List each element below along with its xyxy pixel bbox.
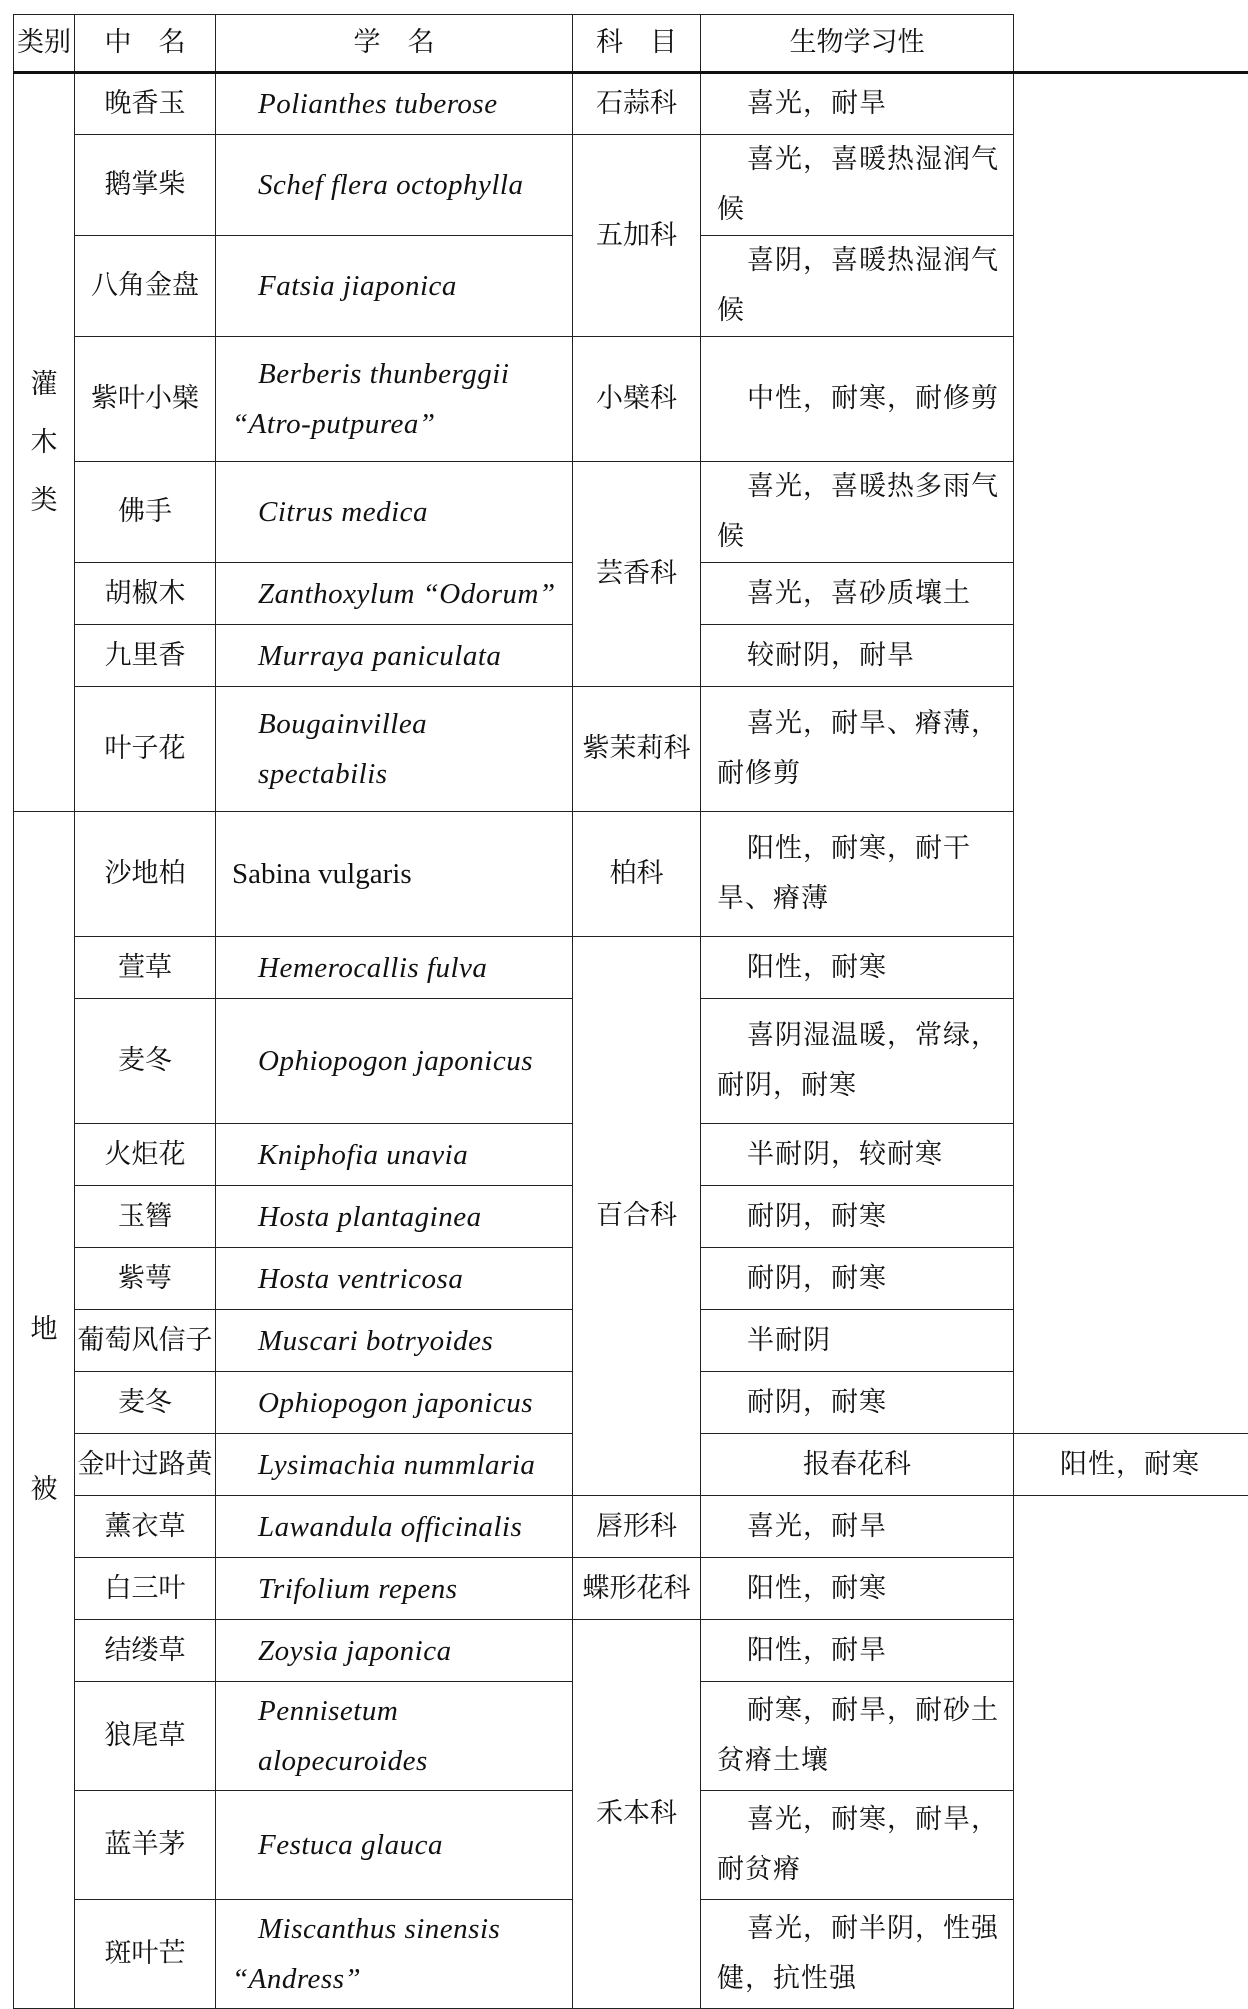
cell-cn: 八角金盘: [75, 236, 216, 337]
cell-habit: 喜阴，喜暖热湿润气候: [701, 236, 1014, 337]
table-row: [14, 687, 1248, 812]
cell-cn: 鹅掌柴: [75, 135, 216, 236]
cell-sci: Festuca glauca: [216, 1791, 573, 1900]
table-row: [14, 1620, 1248, 1682]
cell-cn: 结缕草: [75, 1620, 216, 1682]
cell-habit: 阳性，耐寒，耐干旱、瘠薄: [701, 812, 1014, 937]
cell-habit: 喜光，喜暖热多雨气候: [701, 462, 1014, 563]
cell-cn: 玉簪: [75, 1186, 216, 1248]
cell-family: 紫茉莉科: [573, 687, 701, 812]
header-row: [14, 15, 1248, 73]
cell-habit: 半耐阴: [701, 1310, 1014, 1372]
col-header-chinese-name: 中 名: [75, 15, 216, 73]
cell-cn: 佛手: [75, 462, 216, 563]
table-row: [14, 937, 1248, 999]
cell-habit: 阳性，耐寒: [701, 1558, 1014, 1620]
cell-habit: 喜光，喜暖热湿润气候: [701, 135, 1014, 236]
cell-sci: Trifolium repens: [216, 1558, 573, 1620]
table-row: [14, 1496, 1248, 1558]
cell-sci: Hosta plantaginea: [216, 1186, 573, 1248]
cell-cn: 火炬花: [75, 1124, 216, 1186]
col-header-habit: 生物学习性: [701, 15, 1014, 73]
plant-table: [13, 14, 1248, 2009]
cell-sci: Berberis thunberggii “Atro-putpurea”: [216, 337, 573, 462]
cell-habit: 阳性，耐旱: [701, 1620, 1014, 1682]
cell-cn: 狼尾草: [75, 1682, 216, 1791]
cell-habit: 耐阴，耐寒: [701, 1186, 1014, 1248]
table-row: [14, 337, 1248, 462]
cell-family: 禾本科: [573, 1620, 701, 2009]
cell-cn: 麦冬: [75, 1372, 216, 1434]
cell-cn: 九里香: [75, 625, 216, 687]
cell-habit: 半耐阴，较耐寒: [701, 1124, 1014, 1186]
cell-cn: 沙地柏: [75, 812, 216, 937]
cell-sci: Citrus medica: [216, 462, 573, 563]
cell-cn: 白三叶: [75, 1558, 216, 1620]
cell-habit: 喜光，耐寒，耐旱，耐贫瘠: [701, 1791, 1014, 1900]
cell-sci: Ophiopogon japonicus: [216, 999, 573, 1124]
cell-sci: Fatsia jiaponica: [216, 236, 573, 337]
cell-cn: 蓝羊茅: [75, 1791, 216, 1900]
cell-sci: Pennisetum alopecuroides: [216, 1682, 573, 1791]
cell-habit: 喜阴湿温暖，常绿，耐阴，耐寒: [701, 999, 1014, 1124]
cell-habit: 耐寒，耐旱，耐砂土贫瘠土壤: [701, 1682, 1014, 1791]
cell-sci: Polianthes tuberose: [216, 73, 573, 135]
cell-sci: Bougainvillea spectabilis: [216, 687, 573, 812]
cell-cn: 紫萼: [75, 1248, 216, 1310]
cell-family: 五加科: [573, 135, 701, 337]
cell-family: 唇形科: [573, 1496, 701, 1558]
cell-cn: 萱草: [75, 937, 216, 999]
cell-habit: 耐阴，耐寒: [701, 1372, 1014, 1434]
category-label: 灌木类: [27, 356, 61, 530]
cell-sci: Sabina vulgaris: [216, 812, 573, 937]
cell-sci: Lawandula officinalis: [216, 1496, 573, 1558]
col-header-family: 科 目: [573, 15, 701, 73]
cell-habit: 喜光，喜砂质壤土: [701, 563, 1014, 625]
table-row: [14, 73, 1248, 135]
cell-cn: 薰衣草: [75, 1496, 216, 1558]
cell-habit: 喜光，耐旱: [701, 73, 1014, 135]
cell-habit: 喜光，耐半阴，性强健，抗性强: [701, 1900, 1014, 2009]
cell-family: 蝶形花科: [573, 1558, 701, 1620]
cell-family: 小檗科: [573, 337, 701, 462]
cell-habit: 阳性，耐寒: [701, 937, 1014, 999]
cell-family: 柏科: [573, 812, 701, 937]
cell-family: 石蒜科: [573, 73, 701, 135]
cell-habit: 耐阴，耐寒: [701, 1248, 1014, 1310]
category-cell-shrub: [14, 73, 75, 812]
cell-sci: Murraya paniculata: [216, 625, 573, 687]
cell-habit: 喜光，耐旱: [701, 1496, 1014, 1558]
col-header-category: 类别: [14, 15, 75, 73]
cell-cn: 麦冬: [75, 999, 216, 1124]
cell-habit: 中性，耐寒，耐修剪: [701, 337, 1014, 462]
cell-sci: Hosta ventricosa: [216, 1248, 573, 1310]
cell-sci: Miscanthus sinensis “Andress”: [216, 1900, 573, 2009]
cell-sci: Zoysia japonica: [216, 1620, 573, 1682]
cell-sci: Lysimachia nummlaria: [216, 1434, 573, 1496]
category-cell-ground: [14, 812, 75, 2009]
cell-sci: Muscari botryoides: [216, 1310, 573, 1372]
table-row: [14, 812, 1248, 937]
cell-cn: 葡萄风信子: [75, 1310, 216, 1372]
cell-habit: 阳性，耐寒: [1014, 1434, 1248, 1496]
cell-family: 报春花科: [701, 1434, 1014, 1496]
cell-sci: Zanthoxylum “Odorum”: [216, 563, 573, 625]
col-header-scientific-name: 学 名: [216, 15, 573, 73]
table-row: [14, 1558, 1248, 1620]
cell-sci: Schef flera octophylla: [216, 135, 573, 236]
cell-cn: 紫叶小檗: [75, 337, 216, 462]
cell-sci: Kniphofia unavia: [216, 1124, 573, 1186]
cell-habit: 喜光，耐旱、瘠薄，耐修剪: [701, 687, 1014, 812]
table-row: [14, 462, 1248, 563]
table-row: [14, 135, 1248, 236]
cell-family: 百合科: [573, 937, 701, 1496]
cell-cn: 斑叶芒: [75, 1900, 216, 2009]
cell-family: 芸香科: [573, 462, 701, 687]
cell-cn: 金叶过路黄: [75, 1434, 216, 1496]
cell-cn: 叶子花: [75, 687, 216, 812]
cell-sci: Hemerocallis fulva: [216, 937, 573, 999]
category-label: 地被: [27, 1250, 61, 1570]
cell-cn: 胡椒木: [75, 563, 216, 625]
cell-habit: 较耐阴，耐旱: [701, 625, 1014, 687]
cell-sci: Ophiopogon japonicus: [216, 1372, 573, 1434]
cell-cn: 晚香玉: [75, 73, 216, 135]
